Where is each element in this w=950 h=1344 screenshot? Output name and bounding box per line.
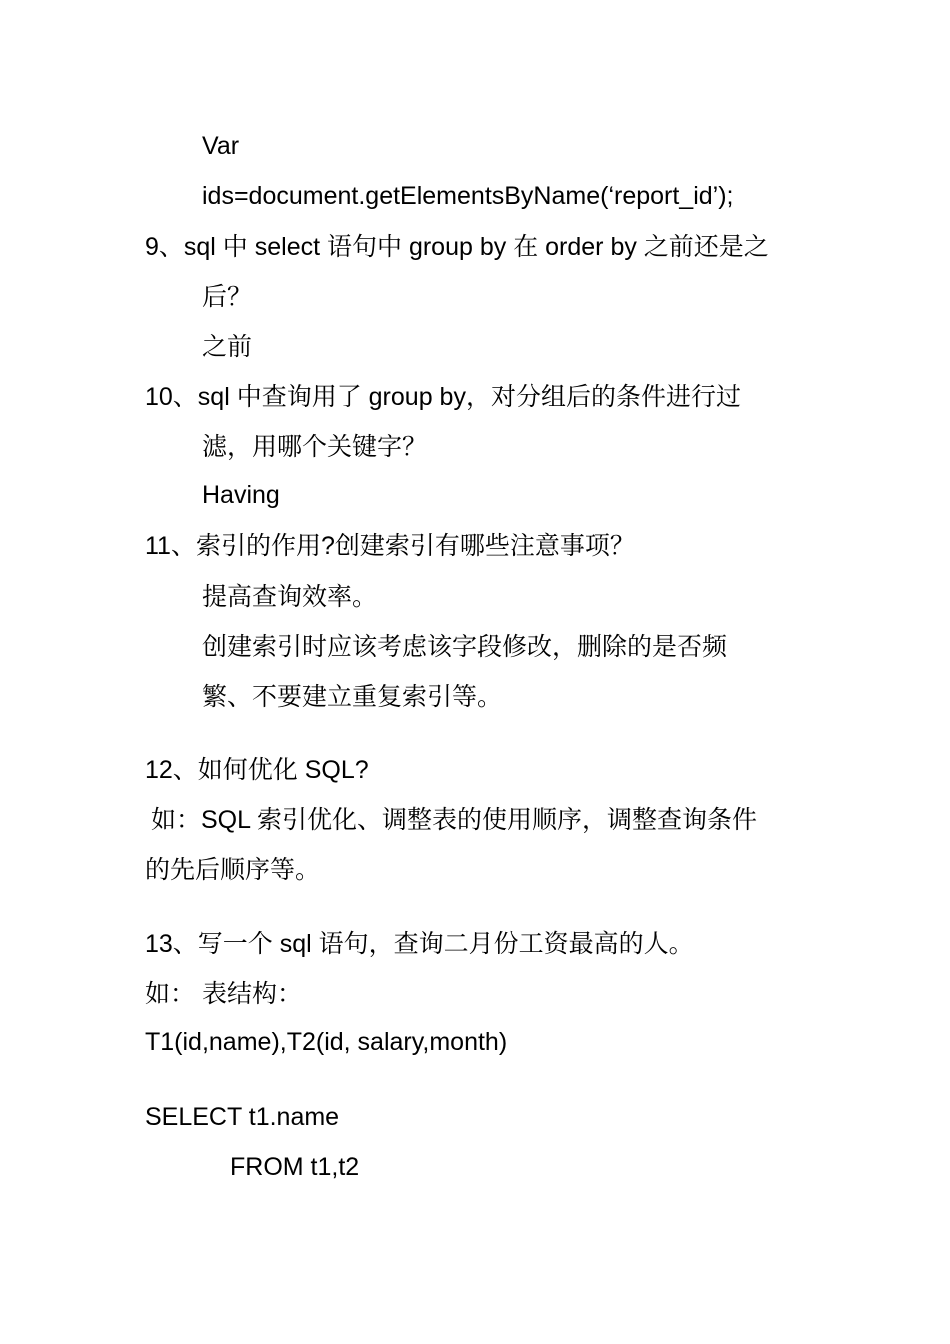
question-13: 13、写一个 sql 语句，查询二月份工资最高的人。 [145, 930, 694, 958]
question-9-continued: 后？ [202, 283, 253, 311]
answer-12-line-2: 的先后顺序等。 [145, 856, 321, 884]
answer-11-line-2: 创建索引时应该考虑该字段修改，删除的是否频 [202, 633, 728, 661]
code-line-var: Var [202, 132, 240, 160]
question-9: 9、sql 中 select 语句中 group by 在 order by 之前还是之 [145, 233, 769, 261]
question-11: 11、索引的作用?创建索引有哪些注意事项？ [145, 532, 635, 560]
answer-11-line-3: 繁、不要建立重复索引等。 [202, 683, 503, 711]
answer-11-line-1: 提高查询效率。 [202, 583, 378, 611]
sql-select-line: SELECT t1.name [145, 1103, 340, 1131]
sql-from-line: FROM t1,t2 [230, 1153, 360, 1181]
question-10-continued: 滤，用哪个关键字？ [202, 433, 428, 461]
question-10: 10、sql 中查询用了 group by，对分组后的条件进行过 [145, 383, 741, 411]
table-structure: T1(id,name),T2(id, salary,month) [145, 1028, 508, 1056]
question-12: 12、如何优化 SQL? [145, 756, 369, 784]
table-structure-label: 如： 表结构： [145, 980, 302, 1008]
answer-9: 之前 [202, 333, 253, 361]
answer-10: Having [202, 481, 280, 509]
answer-12-line-1: 如：SQL 索引优化、调整表的使用顺序，调整查询条件 [151, 806, 758, 834]
code-line-ids: ids=document.getElementsByName(‘report_id’); [202, 182, 734, 210]
